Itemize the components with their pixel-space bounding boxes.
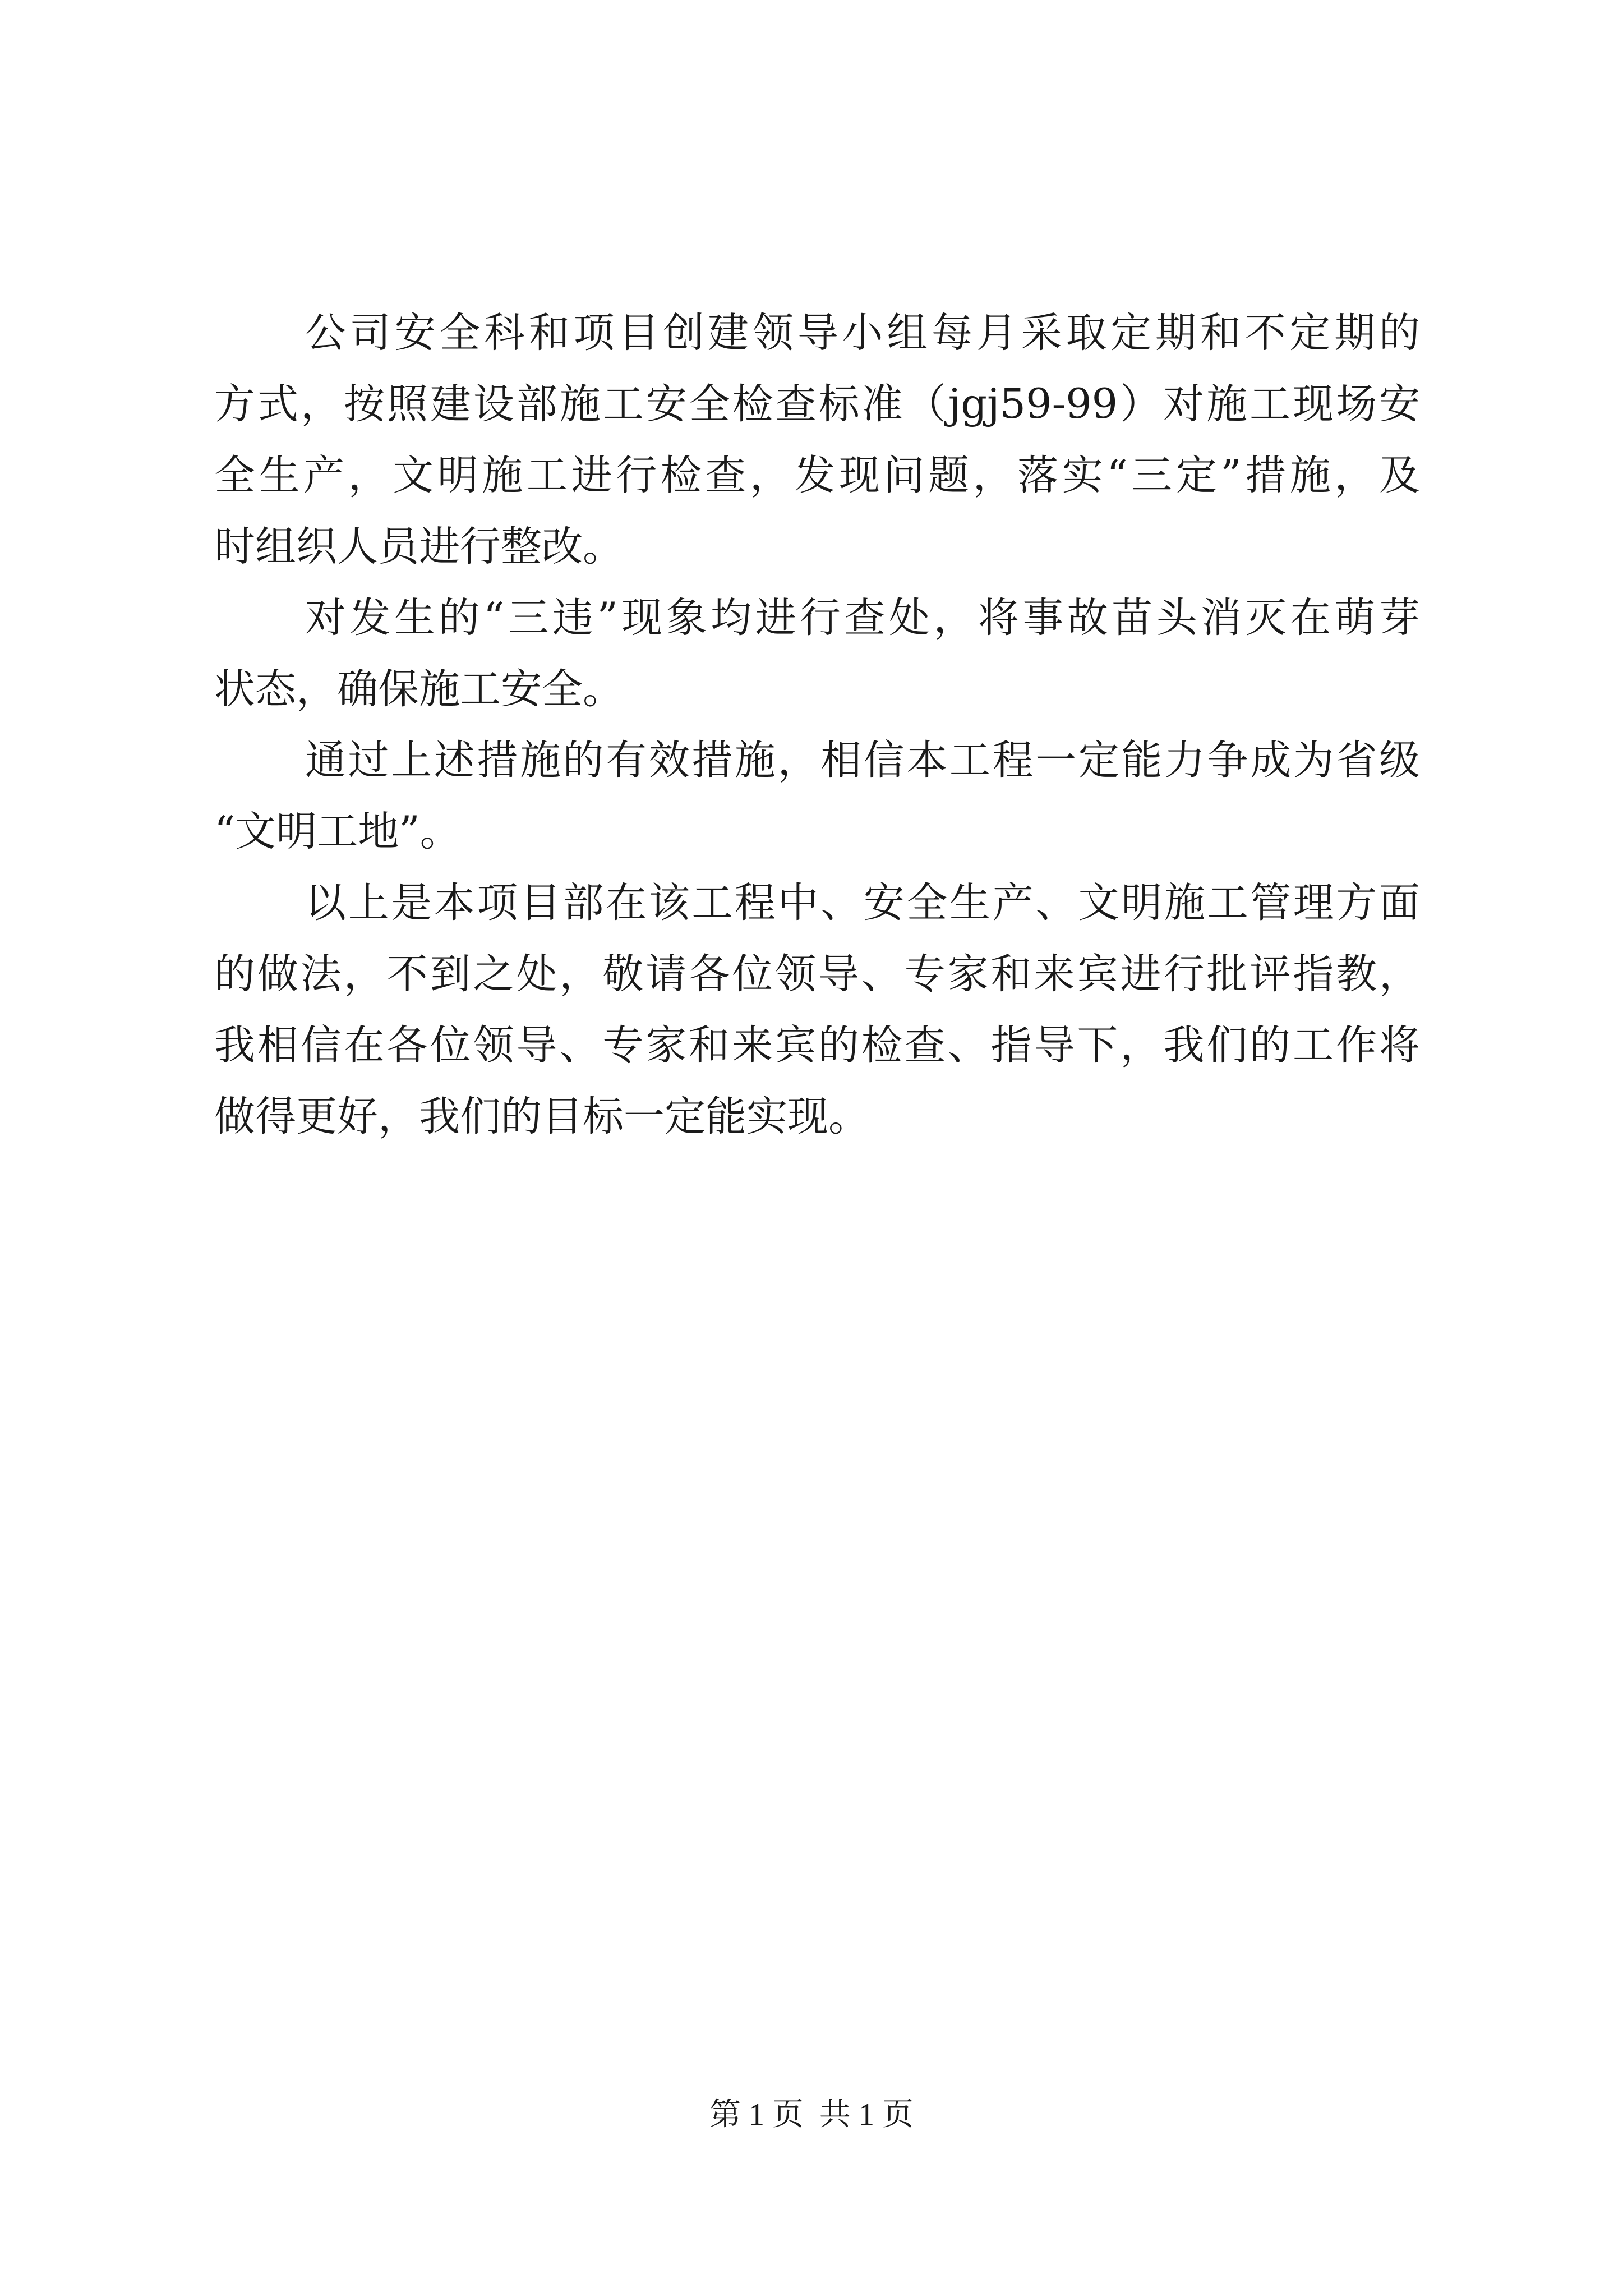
paragraph-1-line-1: 公司安全科和项目创建领导小组每月采取定期和不定期的: [305, 309, 1420, 357]
paragraph-2-line-2: 状态，确保施工安全。: [214, 665, 624, 713]
paragraph-2-line-1: 对发生的“三违”现象均进行查处，将事故苗头消灭在萌芽: [305, 594, 1420, 642]
document-body: [214, 297, 1420, 1152]
paragraph-3-line-2: “文明工地”。: [214, 808, 461, 855]
paragraph-4-line-2: 的做法，不到之处，敬请各位领导、专家和来宾进行批评指教，: [214, 950, 1420, 998]
paragraph-1-line-3: 全生产，文明施工进行检查，发现问题，落实“三定”措施，及: [214, 452, 1420, 499]
paragraph-3-line-1: 通过上述措施的有效措施，相信本工程一定能力争成为省级: [305, 737, 1420, 784]
paragraph-4-line-3: 我相信在各位领导、专家和来宾的检查、指导下，我们的工作将: [214, 1022, 1420, 1069]
paragraph-4-line-4: 做得更好，我们的目标一定能实现。: [214, 1093, 869, 1140]
page-footer: [0, 2095, 1623, 2134]
paragraph-1-line-4: 时组织人员进行整改。: [214, 523, 624, 570]
paragraph-4-line-1: 以上是本项目部在该工程中、安全生产、文明施工管理方面: [305, 879, 1420, 927]
paragraph-1-line-2: 方式，按照建设部施工安全检查标准（jgj59-99）对施工现场安: [214, 380, 1420, 428]
page-number-label: 第 1 页 共 1 页: [709, 2097, 914, 2132]
